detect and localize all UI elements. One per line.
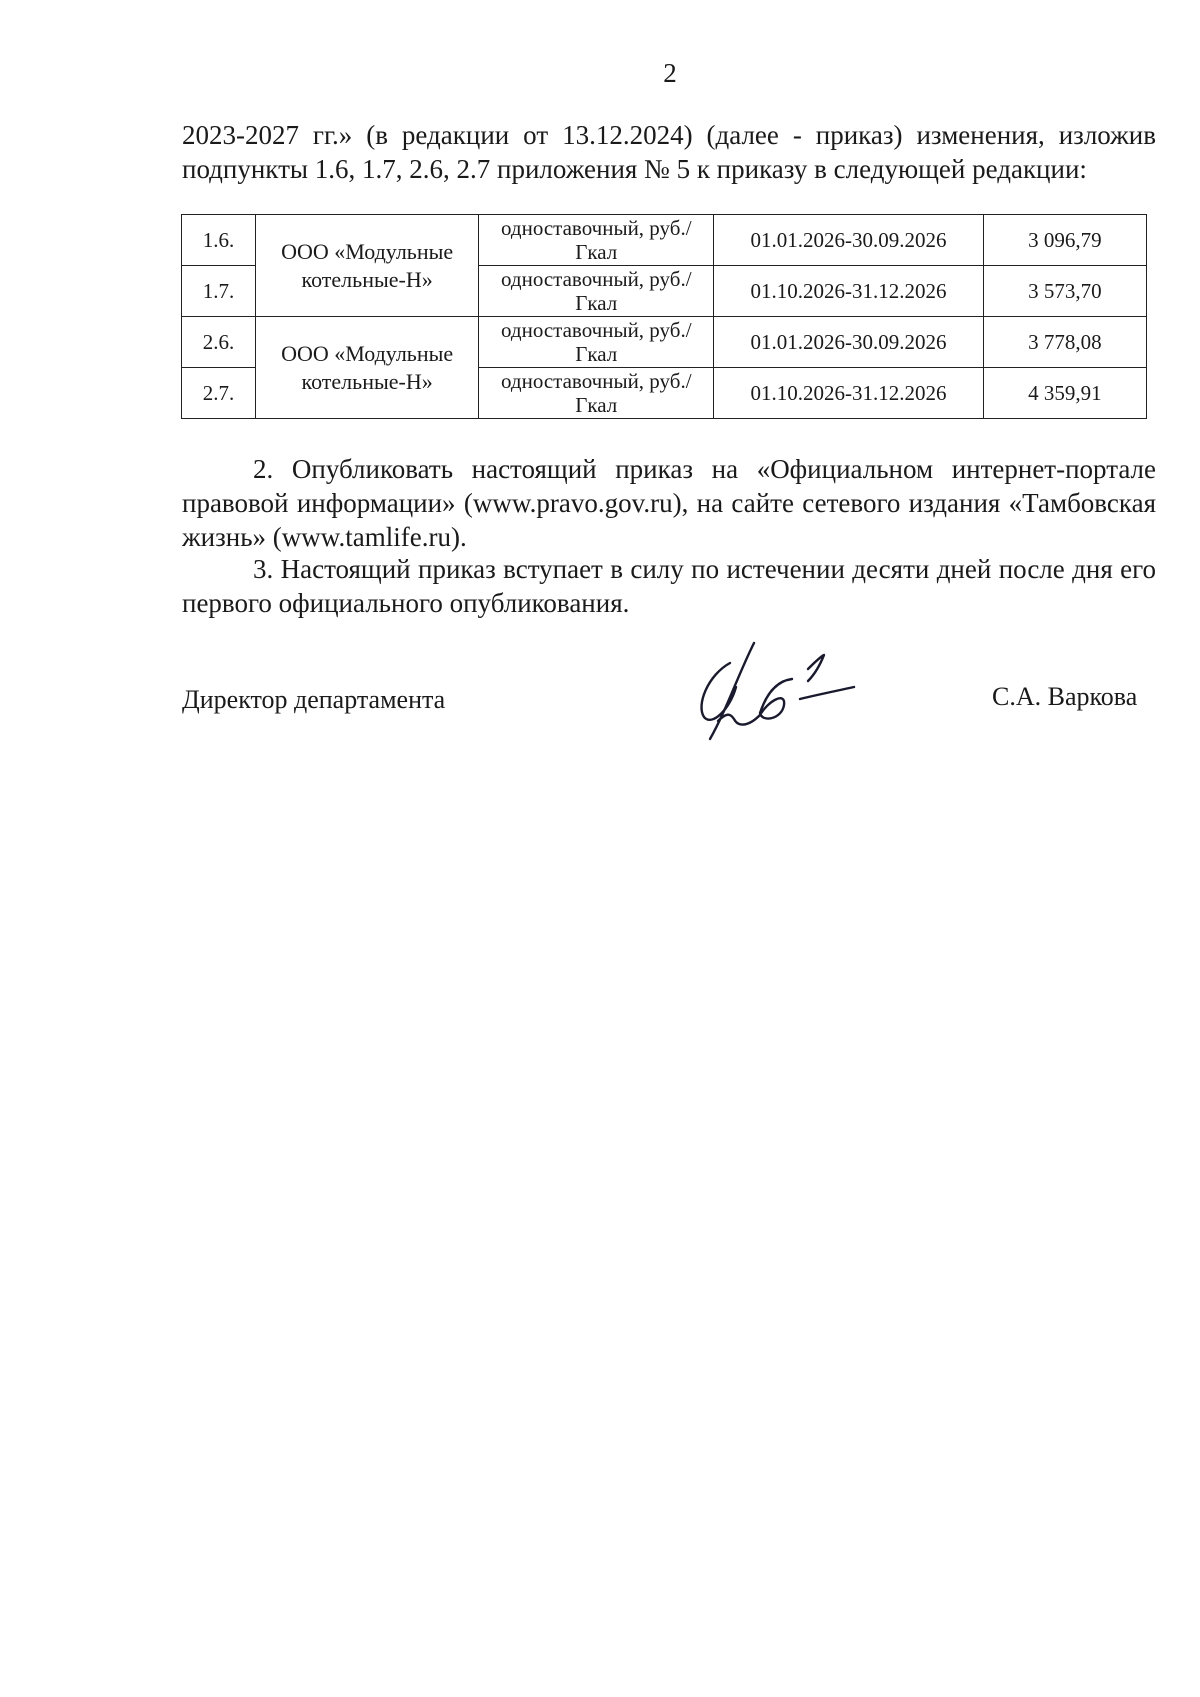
signatory-title: Директор департамента	[182, 685, 446, 714]
tariff-value: 3 573,70	[983, 266, 1146, 317]
tariff-type: одноставочный, руб./Гкал	[479, 317, 714, 368]
row-number: 1.6.	[182, 215, 256, 266]
tariff-type: одноставочный, руб./Гкал	[479, 266, 714, 317]
item-3-paragraph: 3. Настоящий приказ вступает в силу по истечении десяти дней после дня его первого официального опубликования.	[182, 554, 1156, 618]
signature-stroke	[718, 715, 760, 725]
tariff-period: 01.10.2026-31.12.2026	[714, 266, 983, 317]
signature-stroke	[702, 663, 736, 720]
tariff-type: одноставочный, руб./Гкал	[479, 368, 714, 419]
tariff-value: 3 096,79	[983, 215, 1146, 266]
organization-name: ООО «Модульные котельные-Н»	[255, 317, 478, 419]
signature-stroke	[808, 655, 824, 681]
row-number: 1.7.	[182, 266, 256, 317]
tariff-table	[181, 214, 1147, 419]
signature-strokes	[702, 643, 854, 739]
tariff-period: 01.01.2026-30.09.2026	[714, 317, 983, 368]
row-number: 2.7.	[182, 368, 256, 419]
row-number: 2.6.	[182, 317, 256, 368]
organization-name: ООО «Модульные котельные-Н»	[255, 215, 478, 317]
tariff-value: 3 778,08	[983, 317, 1146, 368]
tariff-period: 01.01.2026-30.09.2026	[714, 215, 983, 266]
tariff-type: одноставочный, руб./Гкал	[479, 215, 714, 266]
item-2-paragraph: 2. Опубликовать настоящий приказ на «Официальном интернет-портале правовой информации» (www.pravo.gov.ru), на сайте сетевого издания «Тамбовская жизнь» (www.tamlife.ru).	[182, 454, 1156, 552]
table-row	[182, 215, 1147, 266]
table-row	[182, 317, 1147, 368]
signatory-name: С.А. Варкова	[992, 682, 1138, 711]
intro-paragraph: 2023-2027 гг.» (в редакции от 13.12.2024) (далее - приказ) изменения, изложив подпункты 1.6, 1.7, 2.6, 2.7 приложения № 5 к приказу в следующей редакции:	[182, 120, 1156, 184]
signature-stroke	[800, 687, 854, 699]
signature-stroke	[760, 679, 792, 719]
page-number: 2	[663, 58, 677, 88]
tariff-period: 01.10.2026-31.12.2026	[714, 368, 983, 419]
tariff-value: 4 359,91	[983, 368, 1146, 419]
handwritten-signature	[690, 635, 860, 745]
